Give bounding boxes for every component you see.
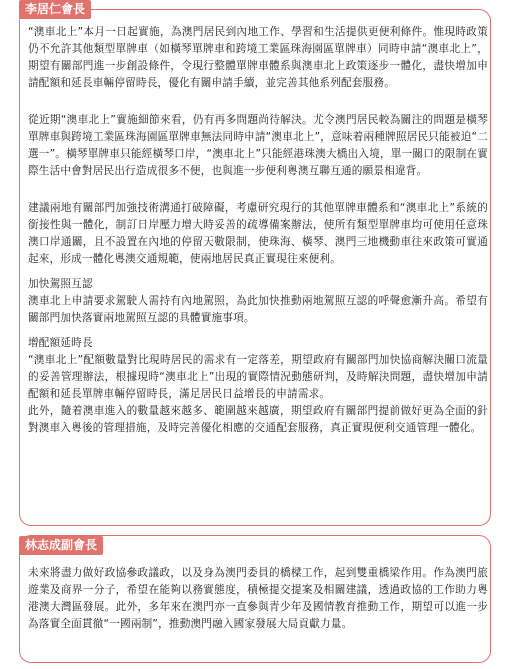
paragraph: 從近期“澳車北上”實施細節來看，仍有再多問題尚待解決。尤令澳門居民較為關注的問題是橫琴單牌車與跨境工業區珠海園區單牌車無法同時申請“澳車北上”，意味着兩種牌照居民只能被迫“二選一”。橫琴單牌車只能經橫琴口岸，“澳車北上”只能經港珠澳大橋出入境，單一關口的限制在實際生活中會對居民出行造成很多不便，也與進一步便利粵澳互聯互通的願景相違背。 <box>28 114 488 177</box>
section-heading: 加快駕照互認 <box>28 278 93 290</box>
paragraph: 未來將盡力做好政協參政議政，以及身為澳門委員的橋樑工作，起到雙重橋梁作用。作為澳門旅遊業及商界一分子，希望在能夠以務實態度，積極提交提案及相關建議，透過政協的工作助力粵港澳大灣區發展。此外，多年來在澳門亦一直參與青少年及國情教育推動工作，期望可以進一步為落實全面貫徹“一國兩制”，推動澳門融入國家發展大局貢獻力量。 <box>28 567 488 630</box>
paragraph: 此外，隨着澳車進入的數量越來越多、範圍越來越廣，期望政府有關部門提前做好更為全面的針對澳車入粵後的管理措施，及時完善優化相應的交通配套服務，真正實現便利交通管理一體化。 <box>28 405 488 434</box>
section-heading: 增配額延時長 <box>28 337 93 349</box>
paragraph: 澳車北上申請要求駕駛人需持有內地駕照，為此加快推動兩地駕照互認的呼聲愈漸升高。希望有關部門加快落實兩地駕照互認的具體實施事項。 <box>28 295 488 324</box>
paragraph: 建議兩地有關部門加強技術溝通打破障礙，考慮研究現行的其他單牌車體系和“澳車北上”系統的銜接性與一體化，制訂日岸壓力增大時妥善的疏導備案辦法，使所有類型單牌車均可使用任意珠澳口岸通關，且不設置在內地的停留天數限制，使珠海、橫琴、澳門三地機動車往來政策可實通起來，形成一體化粵澳交通規範，使兩地居民真正實現往來便利。 <box>28 202 488 265</box>
speech-content-2 <box>28 565 488 633</box>
speech-content-1 <box>28 24 488 437</box>
paragraph: “澳車北上”配額數量對比現時居民的需求有一定落差，期望政府有關部門加快協商解決關口流量的妥善管理辦法，根據現時“澳車北上”出現的實際情況動態研判，及時解決問題，盡快增加申請配額和延長單牌車輛停留時長，滿足居民日益增長的申請需求。 <box>28 354 488 400</box>
speaker-name-tag: 林志成副會長 <box>19 536 103 555</box>
paragraph: “澳車北上”本月一日起實施，為澳門居民到內地工作、學習和生活提供更便利條件。惟現時政策仍不允許其他類型單牌車（如橫琴單牌車和跨境工業區珠海園區單牌車）同時申請“澳車北上”，期望有關部門進一步創設條件，令現行整體單牌車體系與澳車北上政策逐步一體化，盡快增加申請配額和延長車輛停留時長，優化有關申請手續，並完善其他系列配套服務。 <box>28 26 488 89</box>
speaker-name-tag: 李居仁會長 <box>19 0 91 19</box>
